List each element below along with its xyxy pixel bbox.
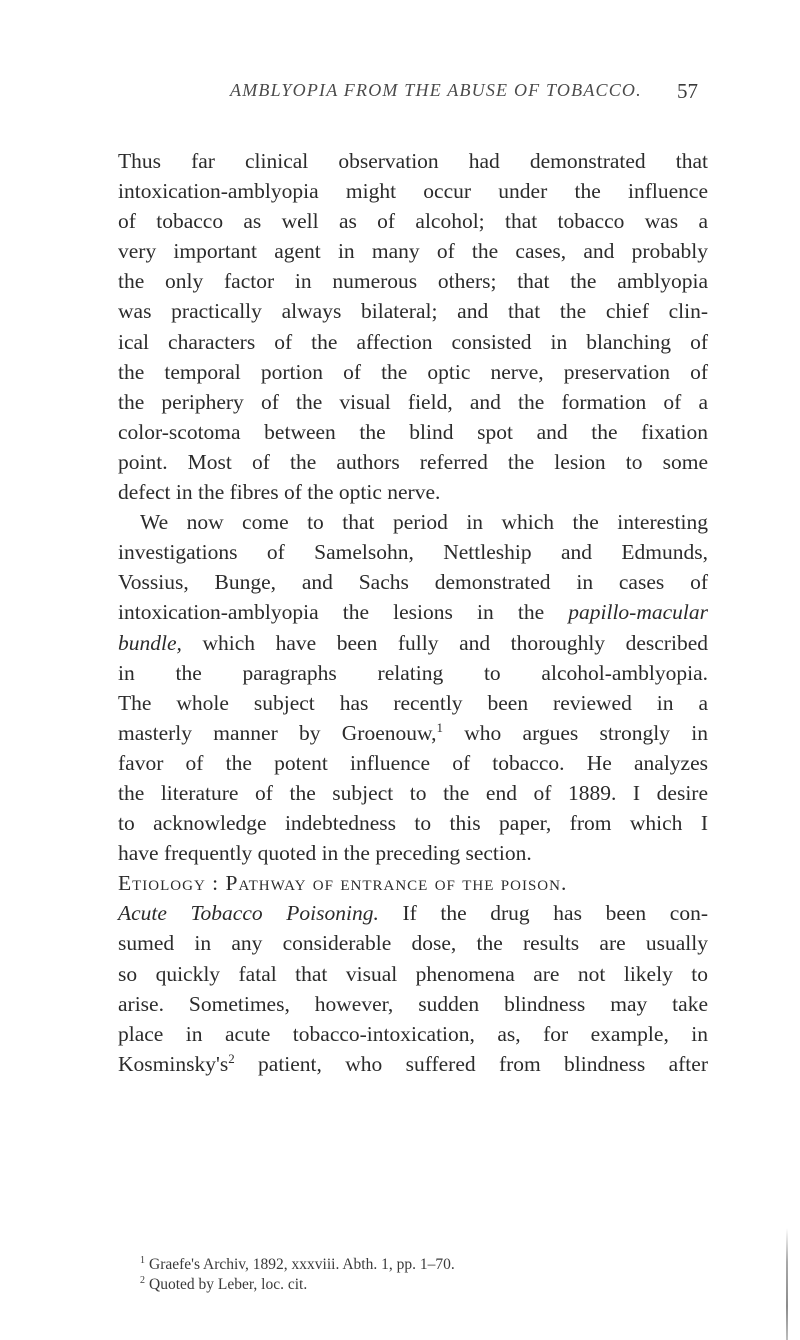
text-line [118, 989, 708, 1019]
text-line [118, 266, 708, 296]
text-segment: patient, who suffered from blindness after [234, 1051, 708, 1076]
footnote-reference: 1 [436, 719, 444, 735]
text-segment: the periphery of the visual field, and the formation of a [118, 389, 708, 414]
text-line [118, 146, 708, 176]
text-segment: place in acute tobacco-intoxication, as, for example, in [118, 1021, 708, 1046]
footnote-text: Quoted by Leber, loc. cit. [149, 1276, 308, 1293]
footnote [140, 1255, 700, 1275]
text-segment: arise. Sometimes, however, sudden blindness may take [118, 991, 708, 1016]
text-segment: If the drug has been con- [378, 901, 708, 926]
scan-edge-artifact [786, 1228, 788, 1340]
text-line [118, 658, 708, 688]
text-segment: intoxication-amblyopia the lesions in the [118, 600, 569, 625]
footnote-text: Graefe's Archiv, 1892, xxxviii. Abth. 1, pp. 1–70. [149, 1256, 455, 1273]
text-segment: bundle, [118, 630, 182, 655]
text-segment: to acknowledge indebtedness to this paper, from which I [118, 811, 708, 836]
text-line [118, 176, 708, 206]
text-line [118, 507, 708, 537]
text-segment: was practically always bilateral; and that the chief clin- [118, 299, 708, 324]
text-segment: have frequently quoted in the preceding section. [118, 841, 532, 866]
running-head [230, 79, 698, 106]
text-segment: which have been fully and thoroughly described [181, 630, 708, 655]
footnote-mark: 2 [140, 1274, 145, 1286]
text-segment: defect in the fibres of the optic nerve. [118, 480, 441, 505]
text-line [118, 748, 708, 778]
text-line [118, 1049, 708, 1079]
text-segment: so quickly fatal that visual phenomena are not likely to [118, 961, 708, 986]
text-line [118, 688, 708, 718]
text-line [118, 206, 708, 236]
text-line [118, 537, 708, 567]
text-line [118, 357, 708, 387]
text-segment: the literature of the subject to the end of 1889. I desire [118, 780, 708, 805]
text-line [118, 808, 708, 838]
text-segment: investigations of Samelsohn, Nettleship and Edmunds, [118, 540, 708, 565]
text-line [118, 1019, 708, 1049]
text-line [118, 718, 708, 748]
text-segment: the temporal portion of the optic nerve, preservation of [118, 359, 708, 384]
text-line [118, 928, 708, 958]
text-segment: very important agent in many of the cases, and probably [118, 239, 708, 264]
text-segment: We now come to that period in which the interesting [140, 510, 708, 535]
text-segment: Vossius, Bunge, and Sachs demonstrated in cases of [118, 570, 708, 595]
text-segment: sumed in any considerable dose, the results are usually [118, 931, 708, 956]
text-line [118, 567, 708, 597]
text-line [118, 628, 708, 658]
text-line [118, 387, 708, 417]
page-number: 57 [677, 79, 698, 103]
text-line [118, 447, 708, 477]
text-segment: who argues strongly in [443, 720, 708, 745]
text-segment: Acute Tobacco Poisoning. [118, 901, 379, 926]
text-segment: Thus far clinical observation had demonstrated that [118, 149, 708, 173]
text-segment: Etiology : Pathway of entrance of the poison. [118, 871, 568, 896]
footnote-mark: 1 [140, 1254, 145, 1266]
text-line [118, 327, 708, 357]
text-line [118, 236, 708, 266]
body-text [118, 146, 708, 1079]
text-segment: Kosminsky's [118, 1051, 229, 1076]
text-segment: point. Most of the authors referred the lesion to some [118, 449, 708, 474]
text-line [118, 778, 708, 808]
text-line [118, 417, 708, 447]
text-segment: in the paragraphs relating to alcohol-amblyopia. [118, 660, 708, 685]
text-segment: masterly manner by Groenouw, [118, 720, 437, 745]
text-line [118, 296, 708, 326]
text-segment: color-scotoma between the blind spot and the fixation [118, 419, 708, 444]
text-segment: favor of the potent influence of tobacco. He analyzes [118, 750, 708, 775]
text-segment: papillo-macular [568, 600, 708, 625]
text-segment: intoxication-amblyopia might occur under the influence [118, 179, 708, 204]
text-segment: ical characters of the affection consisted in blanching of [118, 329, 708, 354]
footnote-reference: 2 [228, 1050, 235, 1066]
text-line [118, 959, 708, 989]
text-line [118, 898, 708, 928]
text-segment: The whole subject has recently been reviewed in a [118, 690, 708, 715]
footnote [140, 1275, 700, 1295]
text-segment: the only factor in numerous others; that the amblyopia [118, 269, 708, 294]
running-title: AMBLYOPIA FROM THE ABUSE OF TOBACCO. [230, 80, 642, 100]
text-line [118, 597, 708, 627]
text-line [118, 838, 708, 868]
footnotes [140, 1255, 700, 1295]
text-segment: of tobacco as well as of alcohol; that tobacco was a [118, 209, 708, 234]
text-line [118, 868, 708, 898]
text-line [118, 477, 708, 507]
